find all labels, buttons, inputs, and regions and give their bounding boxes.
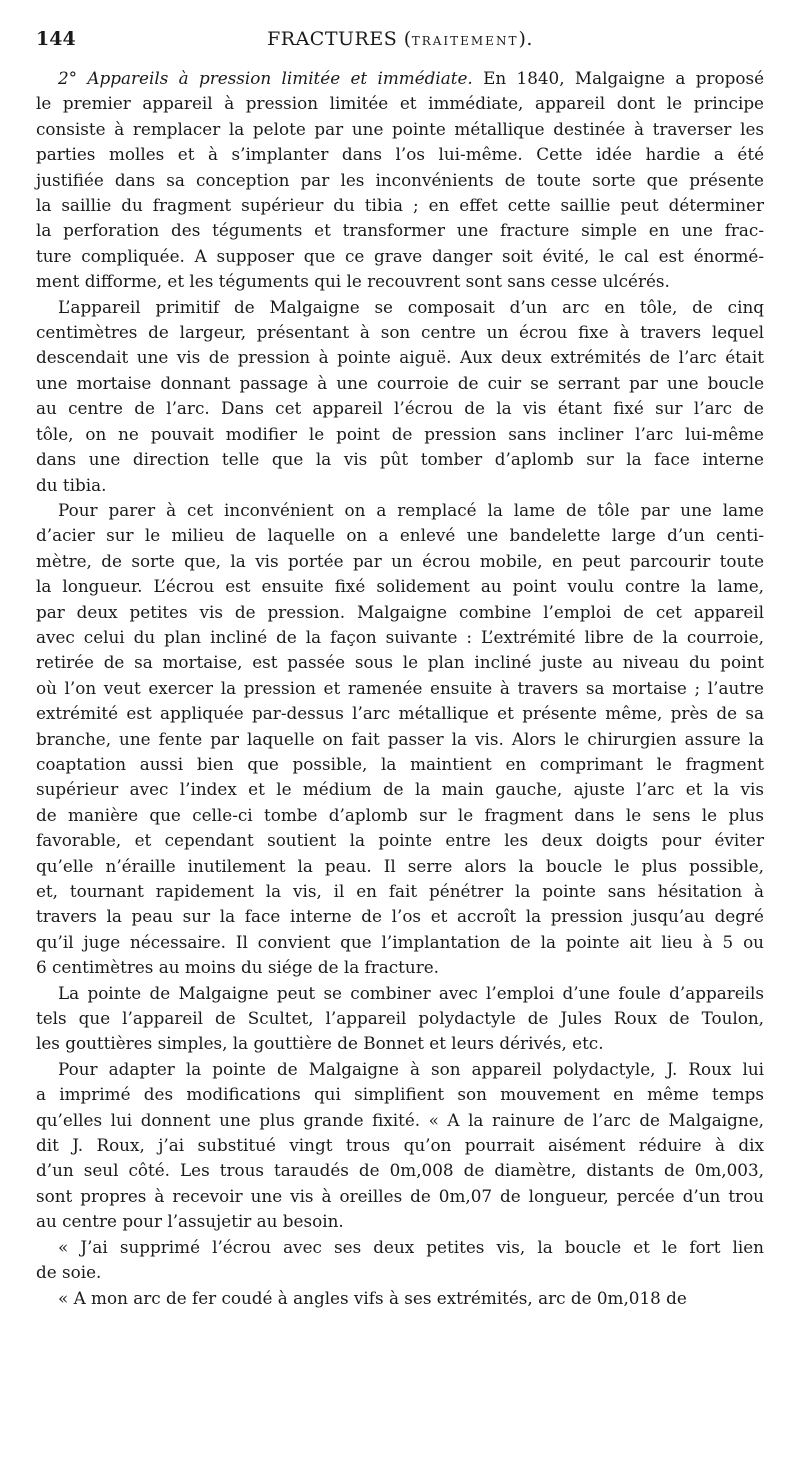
text-line bbox=[36, 1108, 764, 1133]
text-line bbox=[36, 396, 764, 421]
text-line bbox=[36, 955, 764, 980]
text-line bbox=[36, 574, 764, 599]
line-text: ment difforme, et les téguments qui le recouvrent sont sans cesse ulcérés. bbox=[36, 271, 670, 292]
page-header bbox=[36, 28, 764, 58]
text-line bbox=[36, 1057, 764, 1082]
line-text: « J’ai supprimé l’écrou avec ses deux petites vis, la boucle et le fort lien bbox=[58, 1236, 764, 1257]
line-text: L’appareil primitif de Malgaigne se composait d’un arc en tôle, de cinq bbox=[58, 296, 764, 317]
text-line bbox=[36, 676, 764, 701]
text-line bbox=[36, 879, 764, 904]
text-line bbox=[36, 981, 764, 1006]
text-line bbox=[36, 1006, 764, 1031]
text-line bbox=[36, 117, 764, 142]
line-text: le premier appareil à pression limitée et immédiate, appareil dont le principe bbox=[36, 93, 764, 114]
running-title bbox=[36, 28, 764, 50]
text-line bbox=[36, 269, 764, 294]
line-text: où l’on veut exercer la pression et ramenée ensuite à travers sa mortaise ; l’autre bbox=[36, 677, 764, 698]
text-line bbox=[36, 650, 764, 675]
line-text: centimètres de largeur, présentant à son centre un écrou fixe à travers lequel bbox=[36, 322, 764, 343]
text-line bbox=[36, 625, 764, 650]
line-text: descendait une vis de pression à pointe aiguë. Aux deux extrémités de l’arc était bbox=[36, 347, 764, 368]
line-text: de manière que celle-ci tombe d’aplomb sur le fragment dans le sens le plus bbox=[36, 804, 764, 825]
text-line bbox=[36, 600, 764, 625]
running-subtitle: TRAITEMENT bbox=[411, 34, 519, 48]
text-line bbox=[36, 1184, 764, 1209]
running-title-main: FRACTURES bbox=[267, 28, 398, 50]
line-text: supérieur avec l’index et le médium de la main gauche, ajuste l’arc et la vis bbox=[36, 779, 764, 800]
line-text: qu’elles lui donnent une plus grande fixité. « A la rainure de l’arc de Malgaigne, bbox=[36, 1109, 764, 1130]
text-line bbox=[36, 1286, 764, 1311]
line-text: qu’il juge nécessaire. Il convient que l’implantation de la pointe ait lieu à 5 ou bbox=[36, 931, 764, 952]
text-line bbox=[36, 168, 764, 193]
text-line bbox=[36, 422, 764, 447]
body-text bbox=[36, 66, 764, 1311]
line-text: travers la peau sur la face interne de l’os et accroît la pression jusqu’au degré bbox=[36, 906, 764, 927]
text-line bbox=[36, 193, 764, 218]
text-line bbox=[36, 66, 764, 91]
text-line bbox=[36, 1082, 764, 1107]
running-subtitle-close: ). bbox=[518, 28, 533, 50]
line-text: retirée de sa mortaise, est passée sous le plan incliné juste au niveau du point bbox=[36, 652, 764, 673]
line-text: favorable, et cependant soutient la pointe entre les deux doigts pour éviter bbox=[36, 830, 764, 851]
line-text: Pour adapter la pointe de Malgaigne à son appareil polydactyle, J. Roux lui bbox=[58, 1058, 764, 1079]
text-line bbox=[36, 345, 764, 370]
line-text: sont propres à recevoir une vis à oreilles de 0m,07 de longueur, percée d’un trou bbox=[36, 1185, 764, 1206]
text-line bbox=[36, 1260, 764, 1285]
line-text: d’un seul côté. Les trous taraudés de 0m,008 de diamètre, distants de 0m,003, bbox=[36, 1160, 764, 1181]
line-text: La pointe de Malgaigne peut se combiner avec l’emploi d’une foule d’appareils bbox=[58, 982, 764, 1003]
line-text: En 1840, Malgaigne a proposé bbox=[472, 68, 764, 88]
line-text: extrémité est appliquée par-dessus l’arc métallique et présente même, près de sa bbox=[36, 703, 764, 724]
line-text: dit J. Roux, j’ai substitué vingt trous qu’on pourrait aisément réduire à dix bbox=[36, 1135, 764, 1156]
line-text: du tibia. bbox=[36, 474, 107, 495]
text-line bbox=[36, 1158, 764, 1183]
paragraph bbox=[36, 498, 764, 981]
paragraph bbox=[36, 981, 764, 1057]
paragraph bbox=[36, 1235, 764, 1286]
line-text: tels que l’appareil de Scultet, l’appareil polydactyle de Jules Roux de Toulon, bbox=[36, 1008, 764, 1029]
line-text: a imprimé des modifications qui simplifient son mouvement en même temps bbox=[36, 1084, 764, 1105]
text-line bbox=[36, 1133, 764, 1158]
line-text: justifiée dans sa conception par les inconvénients de toute sorte que présente bbox=[36, 169, 764, 190]
line-text: la saillie du fragment supérieur du tibia ; en effet cette saillie peut déterminer bbox=[36, 195, 764, 216]
text-line bbox=[36, 244, 764, 269]
line-text: au centre pour l’assujetir au besoin. bbox=[36, 1211, 344, 1232]
text-line bbox=[36, 523, 764, 548]
text-line bbox=[36, 371, 764, 396]
text-line bbox=[36, 447, 764, 472]
text-line bbox=[36, 828, 764, 853]
text-line bbox=[36, 142, 764, 167]
line-text: mètre, de sorte que, la vis portée par un écrou mobile, en peut parcourir toute bbox=[36, 550, 764, 571]
line-text: ture compliquée. A supposer que ce grave danger soit évité, le cal est énormé- bbox=[36, 245, 764, 266]
text-line bbox=[36, 91, 764, 116]
paragraph bbox=[36, 1057, 764, 1235]
line-text: les gouttières simples, la gouttière de Bonnet et leurs dérivés, etc. bbox=[36, 1033, 604, 1054]
text-line bbox=[36, 295, 764, 320]
line-text: parties molles et à s’implanter dans l’os lui-même. Cette idée hardie a été bbox=[36, 144, 764, 165]
running-subtitle-open: ( bbox=[403, 28, 412, 50]
paragraph bbox=[36, 66, 764, 295]
line-text: par deux petites vis de pression. Malgaigne combine l’emploi de cet appareil bbox=[36, 601, 764, 622]
line-text: de soie. bbox=[36, 1262, 102, 1283]
page-number: 144 bbox=[36, 28, 76, 50]
line-text: tôle, on ne pouvait modifier le point de pression sans incliner l’arc lui-même bbox=[36, 423, 764, 444]
text-line bbox=[36, 1031, 764, 1056]
line-text: coaptation aussi bien que possible, la maintient en comprimant le fragment bbox=[36, 753, 764, 774]
line-text: 6 centimètres au moins du siége de la fracture. bbox=[36, 957, 440, 978]
text-line bbox=[36, 498, 764, 523]
line-text: dans une direction telle que la vis pût tomber d’aplomb sur la face interne bbox=[36, 449, 764, 470]
text-line bbox=[36, 854, 764, 879]
paragraph bbox=[36, 1286, 764, 1311]
text-line bbox=[36, 218, 764, 243]
text-line bbox=[36, 1209, 764, 1234]
paragraph bbox=[36, 295, 764, 498]
line-text: qu’elle n’éraille inutilement la peau. Il serre alors la boucle le plus possible, bbox=[36, 855, 764, 876]
line-text: la longueur. L’écrou est ensuite fixé solidement au point voulu contre la lame, bbox=[36, 576, 764, 597]
line-text: d’acier sur le milieu de laquelle on a enlevé une bandelette large d’un centi- bbox=[36, 525, 764, 546]
text-line bbox=[36, 1235, 764, 1260]
line-text: Pour parer à cet inconvénient on a remplacé la lame de tôle par une lame bbox=[58, 499, 764, 520]
line-text: la perforation des téguments et transformer une fracture simple en une frac- bbox=[36, 220, 764, 241]
text-line bbox=[36, 904, 764, 929]
line-text: une mortaise donnant passage à une courroie de cuir se serrant par une boucle bbox=[36, 372, 764, 393]
text-line bbox=[36, 727, 764, 752]
line-text: au centre de l’arc. Dans cet appareil l’écrou de la vis étant fixé sur l’arc de bbox=[36, 398, 764, 419]
text-line bbox=[36, 473, 764, 498]
text-line bbox=[36, 320, 764, 345]
text-line bbox=[36, 777, 764, 802]
section-heading: 2° Appareils à pression limitée et immédiate. bbox=[58, 68, 473, 88]
text-line bbox=[36, 803, 764, 828]
line-text: « A mon arc de fer coudé à angles vifs à ses extrémités, arc de 0m,018 de bbox=[58, 1287, 687, 1308]
line-text: branche, une fente par laquelle on fait passer la vis. Alors le chirurgien assure la bbox=[36, 728, 764, 749]
text-line bbox=[36, 549, 764, 574]
text-line bbox=[36, 930, 764, 955]
line-text: et, tournant rapidement la vis, il en fait pénétrer la pointe sans hésitation à bbox=[36, 881, 764, 901]
text-line bbox=[36, 701, 764, 726]
text-line bbox=[36, 752, 764, 777]
line-text: avec celui du plan incliné de la façon suivante : L’extrémité libre de la courroie, bbox=[36, 626, 764, 647]
line-text: consiste à remplacer la pelote par une pointe métallique destinée à traverser les bbox=[36, 118, 764, 139]
